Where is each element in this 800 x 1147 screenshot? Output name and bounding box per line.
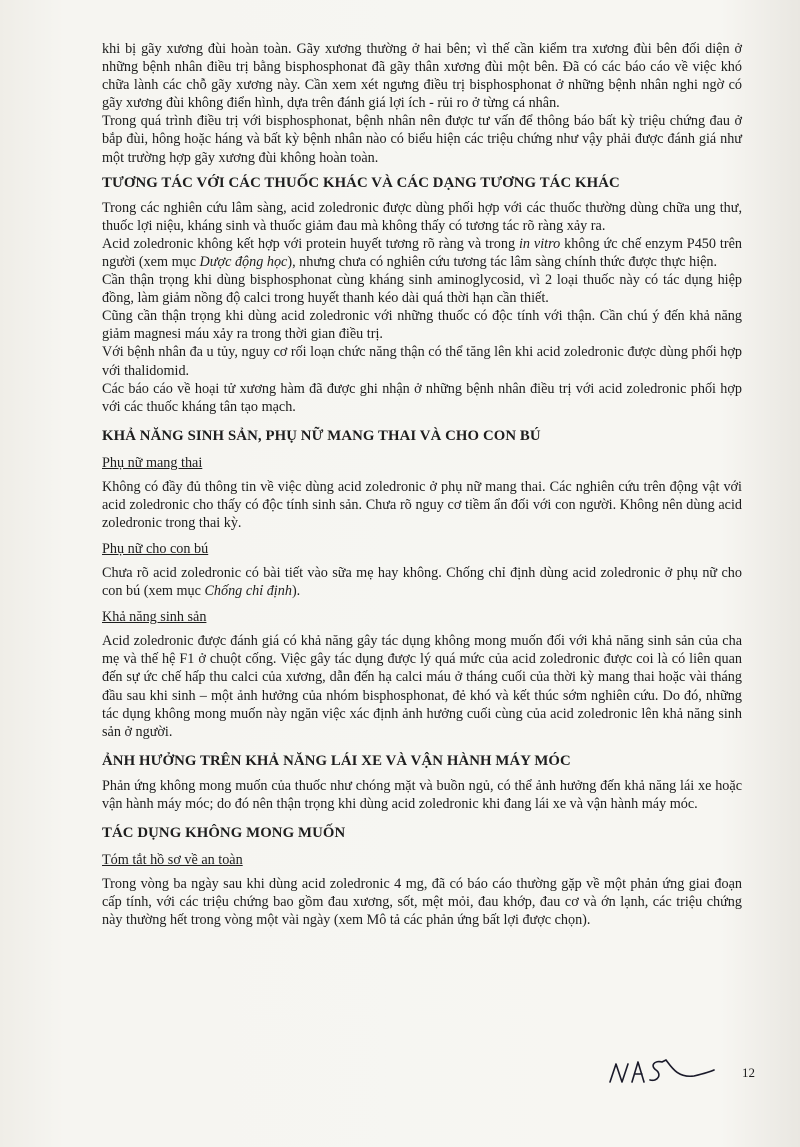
paragraph-patient-advice: Trong quá trình điều trị với bisphosphonat, bệnh nhân nên được tư vấn để thông báo bất kỳ triệu chứng đau ở bắp đùi, hông hoặc háng và bất kỳ bệnh nhân nào có biểu hiện các triệu chứng như vậy phải được đánh giá như một trường hợp gãy xương đùi không hoàn toàn. — [102, 113, 742, 166]
page-content — [102, 40, 742, 929]
paragraph-myeloma: Với bệnh nhân đa u tủy, nguy cơ rối loạn chức năng thận có thể tăng lên khi acid zoledronic được dùng phối hợp với thalidomid. — [102, 344, 742, 379]
paragraph-lactation: Chưa rõ acid zoledronic có bài tiết vào sữa mẹ hay không. Chống chỉ định dùng acid zoledronic ở phụ nữ cho con bú (xem mục Chống chỉ định). — [102, 565, 742, 600]
paragraph-fertility: Acid zoledronic được đánh giá có khả năng gây tác dụng không mong muốn đối với khả năng sinh sản của cha mẹ và thế hệ F1 ở chuột cống. Việc gây tác dụng được lý quá mức của acid zoledronic được coi là có liên quan đến sự ức chế hấp thu calci của xương, dẫn đến hạ calci máu ở tháng cuối của thời kỳ mang thai hoặc vài tháng đầu sau khi sinh – một ảnh hưởng của nhóm bisphosphonat, đẻ khó và kết thúc sớm nghiên cứu. Do đó, những tác dụng không mong muốn này ngăn việc xác định ảnh hưởng cuối cùng của acid zoledronic lên khả năng sinh sản ở người. — [102, 633, 742, 740]
paragraph-nephrotoxic: Cũng cần thận trọng khi dùng acid zoledronic với những thuốc có độc tính với thận. Cần chú ý đến khả năng giảm magnesi máu xảy ra trong thời gian điều trị. — [102, 308, 742, 343]
paragraph-osteonecrosis: Các báo cáo về hoại tử xương hàm đã được ghi nhận ở những bệnh nhân điều trị với acid zoledronic phối hợp với các thuốc kháng tân tạo mạch. — [102, 380, 742, 415]
paragraph-pregnancy: Không có đầy đủ thông tin về việc dùng acid zoledronic ở phụ nữ mang thai. Các nghiên cứu trên động vật với acid zoledronic cho thấy có độc tính sinh sản. Chưa rõ nguy cơ tiềm ẩn đối với con người. Không nên dùng acid zoledronic trong thai kỳ. — [102, 478, 742, 531]
paragraph-clinical-studies: Trong các nghiên cứu lâm sàng, acid zoledronic được dùng phối hợp với các thuốc thường dùng chữa ung thư, thuốc lợi niệu, kháng sinh và thuốc giảm đau mà không thấy có tương tác rõ ràng xảy ra. — [102, 199, 742, 234]
page-number: 12 — [742, 1065, 755, 1080]
heading-driving: ẢNH HƯỞNG TRÊN KHẢ NĂNG LÁI XE VÀ VẬN HÀNH MÁY MÓC — [102, 752, 571, 769]
subheading-safety-summary: Tóm tắt hồ sơ về an toàn — [102, 852, 243, 868]
subheading-lactation: Phụ nữ cho con bú — [102, 541, 209, 558]
paragraph-driving: Phản ứng không mong muốn của thuốc như chóng mặt và buồn ngủ, có thể ảnh hưởng đến khả năng lái xe hoặc vận hành máy móc; do đó nên thận trọng khi dùng acid zoledronic khi đang lái xe và vận hành máy móc. — [102, 777, 742, 812]
heading-fertility-pregnancy: KHẢ NĂNG SINH SẢN, PHỤ NỮ MANG THAI VÀ CHO CON BÚ — [102, 427, 541, 444]
heading-adverse-effects: TÁC DỤNG KHÔNG MONG MUỐN — [102, 825, 346, 841]
paragraph-safety-summary: Trong vòng ba ngày sau khi dùng acid zoledronic 4 mg, đã có báo cáo thường gặp về một phản ứng giai đoạn cấp tính, với các triệu chứng bao gồm đau xương, sốt, mệt mỏi, đau khớp, đau cơ và ớn lạnh, các triệu chứng này thường hết trong vòng một vài ngày (xem Mô tả các phản ứng bất lợi được chọn). — [102, 876, 742, 929]
subheading-pregnancy: Phụ nữ mang thai — [102, 454, 203, 471]
subheading-fertility: Khả năng sinh sản — [102, 609, 207, 626]
paragraph-femur-fracture: khi bị gãy xương đùi hoàn toàn. Gãy xương thường ở hai bên; vì thế cần kiểm tra xương đùi bên đối diện ở những bệnh nhân điều trị bằng bisphosphonat đã gãy thân xương đùi một bên. Đã có các báo cáo về việc khó chữa lành các chỗ gãy xương này. Cần xem xét ngưng điều trị bisphosphonat ở những bệnh nhân nghi ngờ có gãy xương đùi không điển hình, dựa trên đánh giá lợi ích - rủi ro ở từng cá nhân. — [102, 41, 742, 112]
handwritten-signature — [606, 1052, 716, 1092]
paragraph-protein-binding: Acid zoledronic không kết hợp với protein huyết tương rõ ràng và trong in vitro không ức chế enzym P450 trên người (xem mục Dược động học), nhưng chưa có nghiên cứu tương tác lâm sàng chính thức được thực hiện. — [102, 235, 742, 270]
heading-interactions: TƯƠNG TÁC VỚI CÁC THUỐC KHÁC VÀ CÁC DẠNG TƯƠNG TÁC KHÁC — [102, 174, 620, 191]
paragraph-aminoglycoside: Cần thận trọng khi dùng bisphosphonat cùng kháng sinh aminoglycosid, vì 2 loại thuốc này có tác dụng hiệp đồng, làm giảm nồng độ calci trong huyết thanh kéo dài quá thời hạn cần thiết. — [102, 272, 742, 307]
